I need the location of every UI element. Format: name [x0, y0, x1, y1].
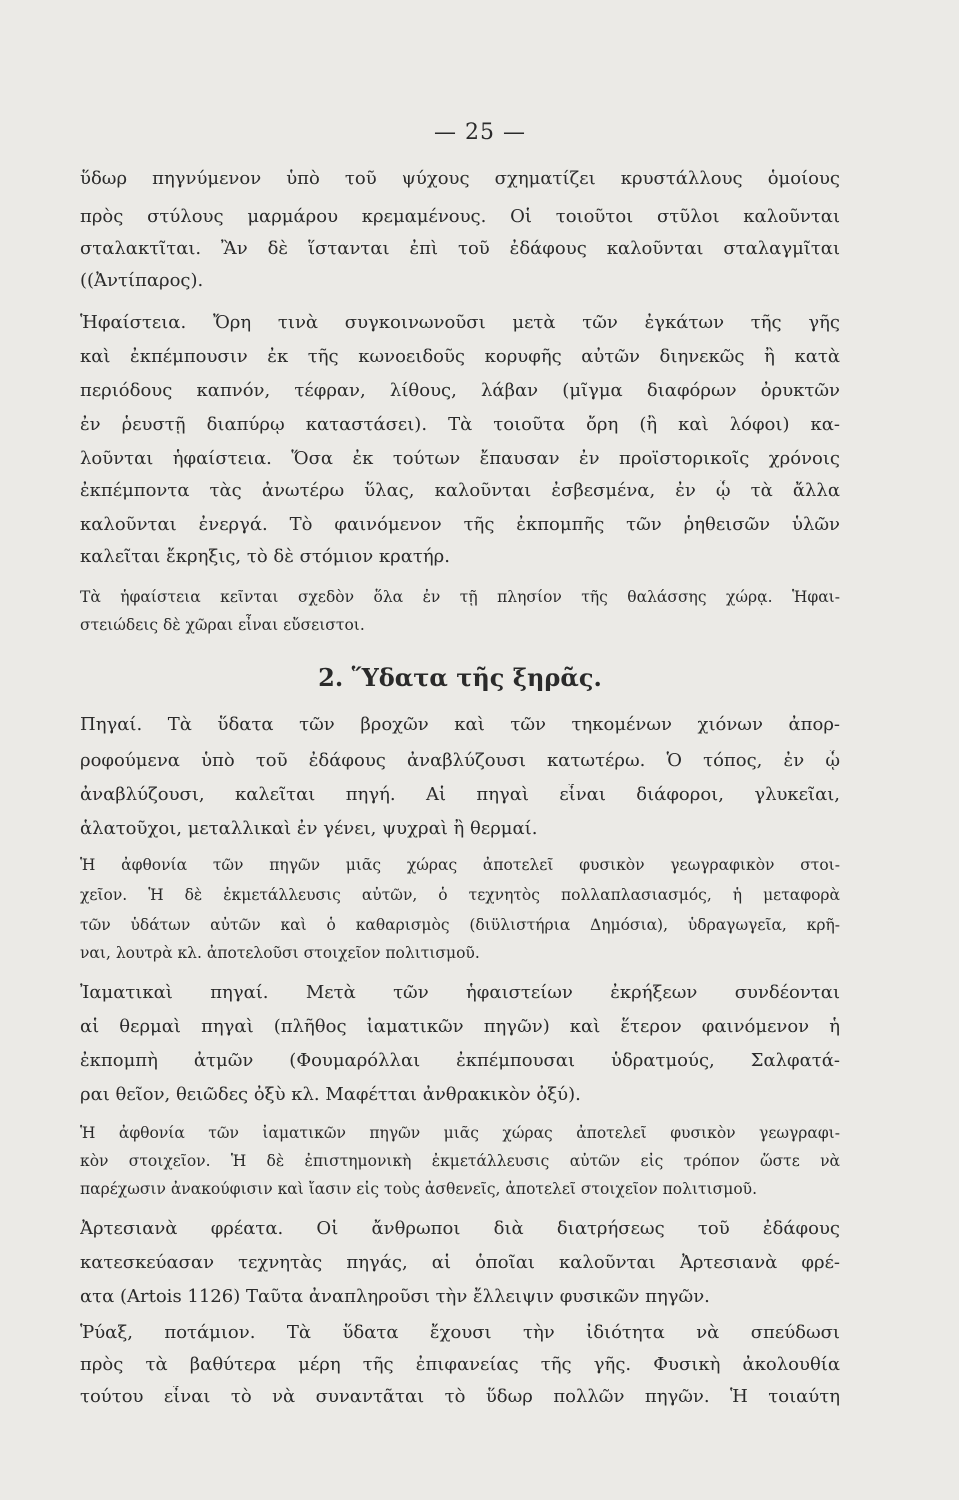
text-line: κατεσκεύασαν τεχνητὰς πηγάς, αἱ ὁποῖαι καλοῦνται Ἀρτεσιανὰ φρέ- — [80, 1252, 840, 1273]
text-line: κὸν στοιχεῖον. Ἡ δὲ ἐπιστημονικὴ ἐκμετάλλευσις αὐτῶν εἰς τρόπον ὥστε νὰ — [80, 1152, 840, 1170]
text-line: περιόδους καπνόν, τέφραν, λίθους, λάβαν (μῖγμα διαφόρων ὀρυκτῶν — [80, 380, 840, 401]
section-heading: 2. Ὕδατα τῆς ξηρᾶς. — [318, 663, 602, 692]
text-line: Τὰ ἡφαίστεια κεῖνται σχεδὸν ὅλα ἐν τῇ πλησίον τῆς θαλάσσης χώρᾳ. Ἡφαι- — [80, 588, 840, 606]
text-line: ἐκπομπὴ ἀτμῶν (Φουμαρόλλαι ἐκπέμπουσαι ὑδρατμούς, Σαλφατά- — [80, 1050, 840, 1071]
text-line: πρὸς στύλους μαρμάρου κρεμαμένους. Οἱ τοιοῦτοι στῦλοι καλοῦνται — [80, 206, 840, 227]
text-line: Ἡ ἀφθονία τῶν ἰαματικῶν πηγῶν μιᾶς χώρας ἀποτελεῖ φυσικὸν γεωγραφι- — [80, 1124, 840, 1142]
text-line: ατα (Artois 1126) Ταῦτα ἀναπληροῦσι τὴν ἔλλειψιν φυσικῶν πηγῶν. — [80, 1286, 710, 1307]
text-line: ἐκπέμποντα τὰς ἀνωτέρω ὕλας, καλοῦνται ἐσβεσμένα, ἐν ᾧ τὰ ἄλλα — [80, 480, 840, 501]
text-line: Πηγαί. Τὰ ὕδατα τῶν βροχῶν καὶ τῶν τηκομένων χιόνων ἀπορ- — [80, 714, 840, 735]
text-line: καὶ ἐκπέμπουσιν ἐκ τῆς κωνοειδοῦς κορυφῆς αὐτῶν διηνεκῶς ἢ κατὰ — [80, 346, 840, 367]
text-line: σταλακτῖται. Ἂν δὲ ἵστανται ἐπὶ τοῦ ἐδάφους καλοῦνται σταλαγμῖται — [80, 238, 840, 259]
text-line: τούτου εἶναι τὸ νὰ συναντᾶται τὸ ὕδωρ πολλῶν πηγῶν. Ἡ τοιαύτη — [80, 1386, 840, 1407]
text-line: Ῥύαξ, ποτάμιον. Τὰ ὕδατα ἔχουσι τὴν ἰδιότητα νὰ σπεύδωσι — [80, 1322, 840, 1343]
text-line: ἀναβλύζουσι, καλεῖται πηγή. Αἱ πηγαὶ εἶναι διάφοροι, γλυκεῖαι, — [80, 784, 840, 805]
text-line: αἱ θερμαὶ πηγαὶ (πλῆθος ἰαματικῶν πηγῶν) καὶ ἕτερον φαινόμενον ἡ — [80, 1016, 840, 1037]
text-line: ἁλατοῦχοι, μεταλλικαὶ ἐν γένει, ψυχραὶ ἢ θερμαί. — [80, 818, 538, 839]
text-line: ροφούμενα ὑπὸ τοῦ ἐδάφους ἀναβλύζουσι κατωτέρω. Ὁ τόπος, ἐν ᾧ — [80, 750, 840, 771]
text-line: καλεῖται ἔκρηξις, τὸ δὲ στόμιον κρατήρ. — [80, 546, 450, 567]
text-line: Ἡφαίστεια. Ὄρη τινὰ συγκοινωνοῦσι μετὰ τῶν ἐγκάτων τῆς γῆς — [80, 312, 840, 333]
main-text — [80, 0, 840, 1500]
text-line: παρέχωσιν ἀνακούφισιν καὶ ἴασιν εἰς τοὺς ἀσθενεῖς, ἀποτελεῖ στοιχεῖον πολιτισμοῦ. — [80, 1180, 758, 1198]
text-line: λοῦνται ἡφαίστεια. Ὅσα ἐκ τούτων ἔπαυσαν ἐν προϊστορικοῖς χρόνοις — [80, 448, 840, 469]
text-line: τῶν ὑδάτων αὐτῶν καὶ ὁ καθαρισμὸς (διϋλιστήρια Δημόσια), ὑδραγωγεῖα, κρῆ- — [80, 916, 840, 934]
text-line: πρὸς τὰ βαθύτερα μέρη τῆς ἐπιφανείας τῆς γῆς. Φυσικὴ ἀκολουθία — [80, 1354, 840, 1375]
text-line: Ἡ ἀφθονία τῶν πηγῶν μιᾶς χώρας ἀποτελεῖ φυσικὸν γεωγραφικὸν στοι- — [80, 856, 840, 874]
page-number: — 25 — — [434, 120, 526, 145]
text-line: ((Ἀντίπαρος). — [80, 270, 204, 291]
text-line: ναι, λουτρὰ κλ. ἀποτελοῦσι στοιχεῖον πολιτισμοῦ. — [80, 944, 480, 962]
text-line: ραι θεῖον, θειῶδες ὀξὺ κλ. Μαφέτται ἀνθρακικὸν ὀξύ). — [80, 1084, 581, 1105]
text-line: χεῖον. Ἡ δὲ ἐκμετάλλευσις αὐτῶν, ὁ τεχνητὸς πολλαπλασιασμός, ἡ μεταφορὰ — [80, 886, 840, 904]
text-line: ἐν ῥευστῇ διαπύρῳ καταστάσει). Τὰ τοιοῦτα ὄρη (ἢ καὶ λόφοι) κα- — [80, 414, 840, 435]
text-line: Ἀρτεσιανὰ φρέατα. Οἱ ἄνθρωποι διὰ διατρήσεως τοῦ ἐδάφους — [80, 1218, 840, 1239]
text-line: ὕδωρ πηγνύμενον ὑπὸ τοῦ ψύχους σχηματίζει κρυστάλλους ὁμοίους — [80, 168, 840, 189]
text-line: καλοῦνται ἐνεργά. Τὸ φαινόμενον τῆς ἐκπομπῆς τῶν ῥηθεισῶν ὑλῶν — [80, 514, 840, 535]
text-line: στειώδεις δὲ χῶραι εἶναι εὔσειστοι. — [80, 616, 365, 634]
text-line: Ἰαματικαὶ πηγαί. Μετὰ τῶν ἡφαιστείων ἐκρήξεων συνδέονται — [80, 982, 840, 1003]
